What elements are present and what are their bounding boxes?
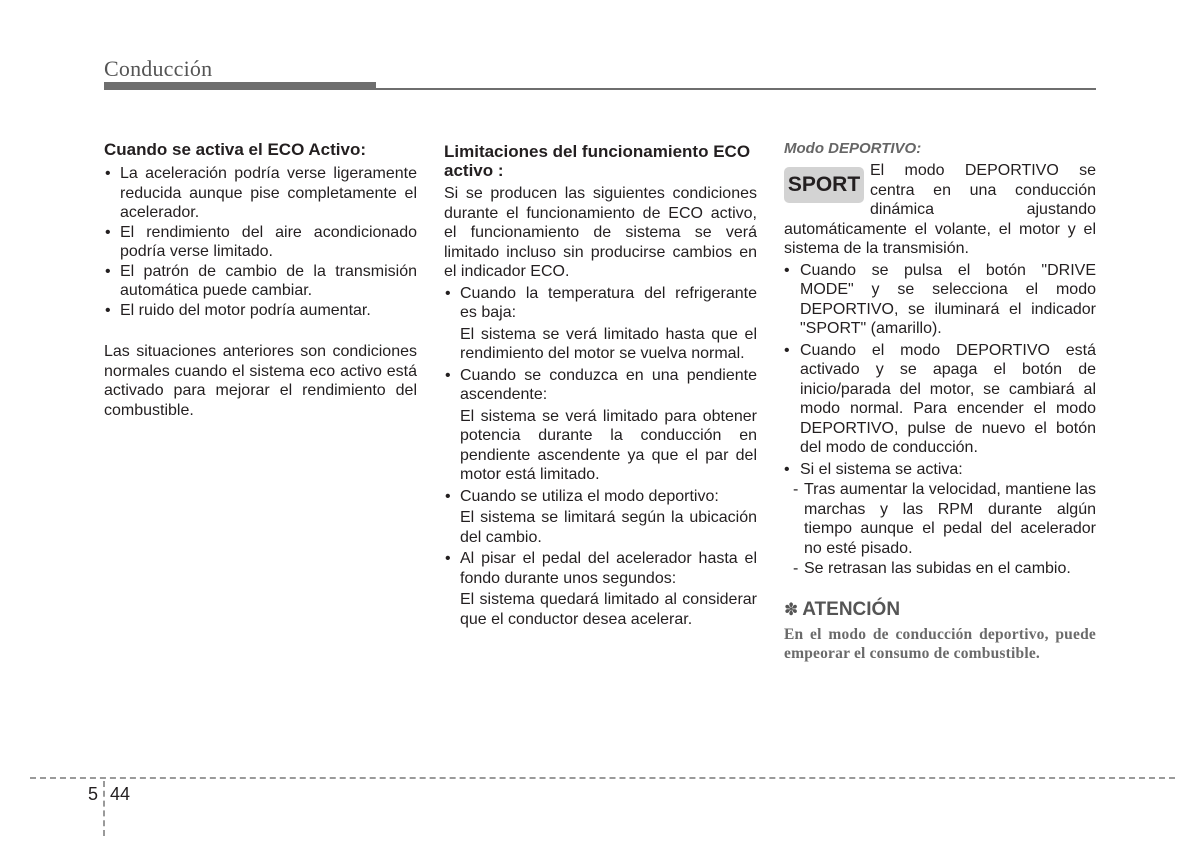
body-paragraph: Si se producen las siguientes condiciones durante el funcionamiento de ECO activo, el funcionamiento de sistema se verá limitado incluso sin producirse cambios en el indicador ECO. (444, 185, 757, 280)
list-item: - Tras aumentar la velocidad, mantiene las marchas y las RPM durante algún tiempo aunque el pedal del acelerador no esté pisado. (784, 480, 1096, 558)
footer-divider (103, 781, 105, 836)
column-sport-mode (784, 140, 1096, 663)
list-item-text: • Cuando se utiliza el modo deportivo: (460, 487, 719, 505)
sport-mode-description: El modo DEPORTIVO se centra en una conducción dinámica ajustando automáticamente el volante, el motor y el sistema de la transmisión. (784, 162, 1096, 257)
list-item: • La aceleración podría verse ligeramente reducida aunque pise completamente el acelerador. (104, 164, 417, 223)
list-item-text: • Cuando se conduzca en una pendiente ascendente: (460, 366, 757, 403)
attention-heading (784, 599, 1096, 621)
list-item (784, 460, 1096, 480)
list-item-text: • Si el sistema se activa: (800, 460, 963, 478)
list-item (444, 284, 757, 364)
list-item (444, 487, 757, 548)
list-item: • Cuando se pulsa el botón "DRIVE MODE" y se selecciona el modo DEPORTIVO, se iluminará el indicador "SPORT" (amarillo). (784, 261, 1096, 339)
list-item-text: • Al pisar el pedal del acelerador hasta el fondo durante unos segundos: (460, 550, 757, 587)
list-item (444, 549, 757, 629)
attention-title: ATENCIÓN (802, 598, 901, 620)
bullet-list (104, 164, 417, 320)
asterisk-icon: ✽ (784, 599, 799, 619)
chapter-number: 5 (88, 784, 99, 804)
body-paragraph: Las situaciones anteriores son condiciones normales cuando el sistema eco activo está activado para mejorar el rendimiento del combustible. (104, 343, 417, 419)
column-eco-active (104, 140, 417, 420)
section-heading: Cuando se activa el ECO Activo: (104, 140, 366, 159)
attention-text: En el modo de conducción deportivo, puede empeorar el consumo de combustible. (784, 625, 1096, 662)
list-item (444, 366, 757, 485)
list-item-detail: El sistema se verá limitado hasta que el rendimiento del motor se vuelva normal. (460, 325, 757, 362)
list-item-detail: El sistema quedará limitado al considerar que el conductor desea acelerar. (460, 591, 757, 628)
list-item: • El patrón de cambio de la transmisión automática puede cambiar. (104, 262, 417, 301)
list-item-detail: El sistema se verá limitado para obtener potencia durante la conducción en pendiente ascendente ya que el par del motor está limitado. (460, 407, 757, 483)
header-rule-thick (104, 82, 376, 90)
dash-list (784, 480, 1096, 579)
list-item: • Cuando el modo DEPORTIVO está activado y se apaga el botón de inicio/parada del motor, se cambiará al modo normal. Para encender el modo DEPORTIVO, pulse de nuevo el botón del modo de conducción. (784, 341, 1096, 458)
list-item-text: • Cuando la temperatura del refrigerante es baja: (460, 284, 757, 321)
header-rule-thin (376, 88, 1096, 90)
list-item: • El ruido del motor podría aumentar. (104, 301, 417, 321)
bullet-list (784, 261, 1096, 480)
sport-mode-title: Modo DEPORTIVO: (784, 140, 922, 157)
sport-indicator-badge: SPORT (784, 167, 864, 203)
column-eco-limitations (444, 140, 757, 629)
list-item-detail: El sistema se limitará según la ubicación del cambio. (460, 509, 757, 546)
footer-rule (30, 777, 1175, 779)
bullet-list (444, 284, 757, 630)
page-header-title: Conducción (104, 56, 213, 81)
page-number: 44 (110, 784, 131, 804)
section-heading: Limitaciones del funcionamiento ECO activo : (444, 142, 751, 180)
list-item: • El rendimiento del aire acondicionado podría verse limitado. (104, 223, 417, 262)
list-item: - Se retrasan las subidas en el cambio. (784, 559, 1096, 579)
